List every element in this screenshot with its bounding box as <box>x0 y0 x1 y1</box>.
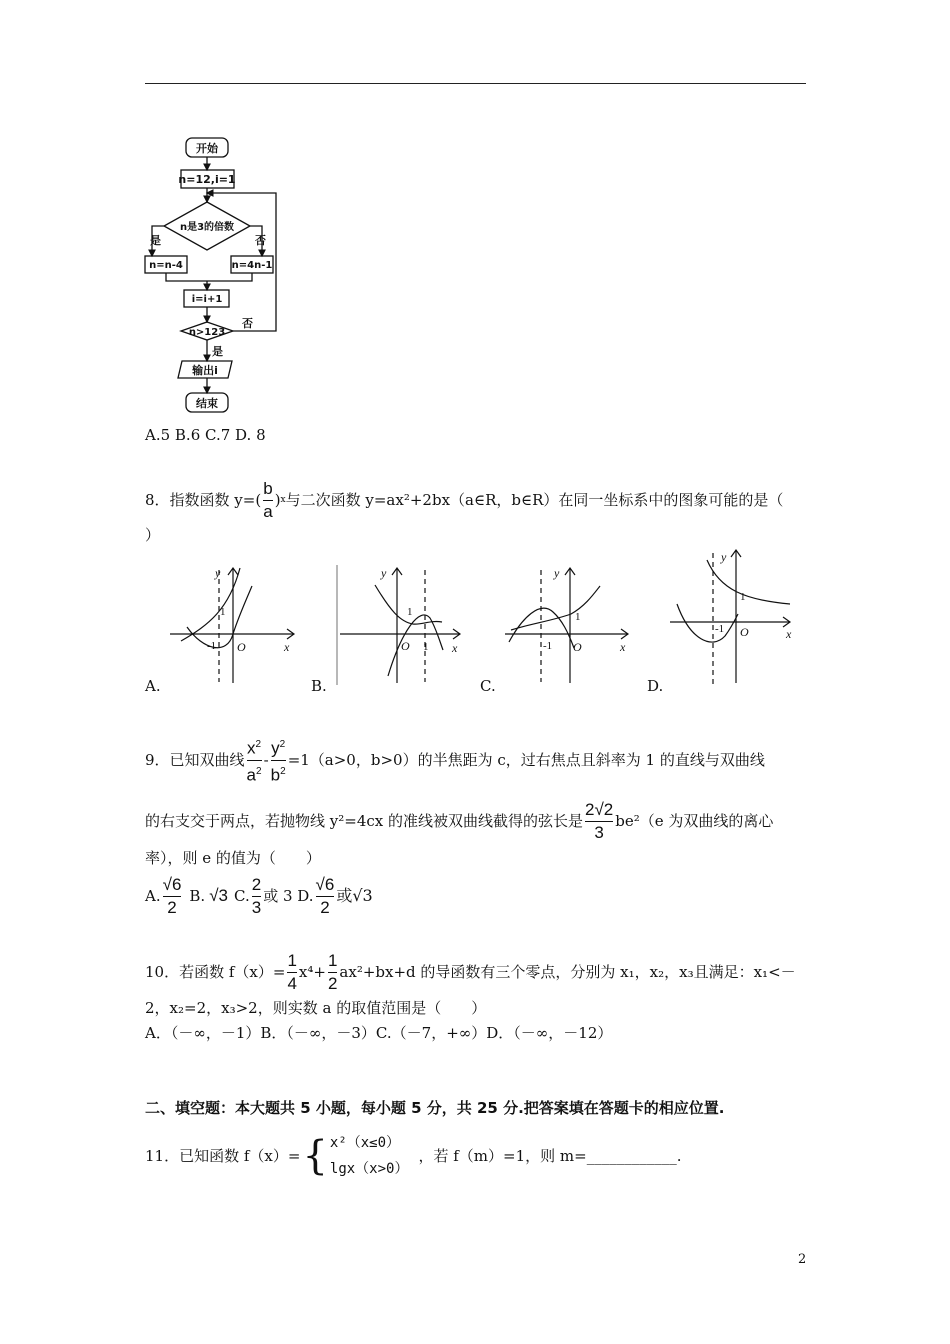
q8-label-c: C. <box>480 677 496 695</box>
graph-b <box>330 560 470 685</box>
q8-line1: 8．指数函数 y=( $\frac{b}{a}$ ) x 与二次函数 y=ax²+2bx（a∈R，b∈R）在同一坐标系中的图象可能的是（ <box>145 478 784 521</box>
q11-cases: x²（x≤0） lgx（x>0） <box>329 1135 409 1177</box>
flow-cond2: n>123 <box>188 327 226 338</box>
svg-text:y: y <box>215 566 221 580</box>
q8-close: ） <box>145 526 161 544</box>
svg-text:1: 1 <box>220 606 226 618</box>
svg-text:1: 1 <box>407 606 413 618</box>
svg-text:x: x <box>786 627 792 641</box>
q7-options: A.5 B.6 C.7 D. 8 <box>145 426 266 444</box>
q11-line: 11．已知函数 f（x）= { x²（x≤0） lgx（x>0） ，若 f（m）=1，则 m= ____________ . <box>145 1127 681 1185</box>
q8-sup: x <box>280 495 286 505</box>
q8-prefix: 8．指数函数 y=( <box>145 491 262 509</box>
svg-text:O: O <box>401 639 410 653</box>
section-2-heading: 二、填空题：本大题共 5 小题，每小题 5 分，共 25 分.把答案填在答题卡的相应位置. <box>145 1099 725 1117</box>
q8-label-b: B. <box>311 677 327 695</box>
flow-cond1: n是3的倍数 <box>179 222 235 233</box>
svg-text:O: O <box>237 640 246 654</box>
q9-line3: 率），则 e 的值为（ ） <box>145 849 321 867</box>
flow-inc: i=i+1 <box>191 294 223 305</box>
svg-text:O: O <box>573 640 582 654</box>
q9-options: A. $\frac{√6}{2}$ B. √3 C. $\frac{2}{3}$ 或 3 D. $\frac{√6}{2}$ 或√3 <box>145 874 373 917</box>
flow-yes2: 是 <box>212 345 223 358</box>
q8-label-a: A. <box>145 677 161 695</box>
q8-label-d: D. <box>647 677 664 695</box>
svg-text:-1: -1 <box>207 640 217 652</box>
flow-output: 输出i <box>192 364 218 377</box>
page-number: 2 <box>798 1252 807 1267</box>
flow-start: 开始 <box>196 142 218 155</box>
flow-left-box: n=n-4 <box>149 260 183 271</box>
q8-fraction: $\frac{b}{a}$ <box>263 478 273 521</box>
q9-line2: 的右支交于两点，若抛物线 y²=4cx 的准线被双曲线截得的弦长是 $\frac{2√2}{3}$ be²（e 为双曲线的离心 <box>145 799 774 842</box>
flow-end: 结束 <box>196 397 218 410</box>
q9-frac-y: $\frac{y^2}{b^2}$ <box>270 738 286 785</box>
q10-options: A．（－∞，－1）B．（－∞，－3）C.（－7，+∞）D．（－∞，－12） <box>145 1024 613 1042</box>
svg-text:-1: -1 <box>543 640 553 652</box>
q9-line1: 9．已知双曲线 $\frac{x^2}{a^2}$ - $\frac{y^2}{b^2}$ =1（a>0，b>0）的半焦距为 c，过右焦点且斜率为 1 的直线与双曲线 <box>145 733 765 787</box>
svg-text:1: 1 <box>740 591 746 603</box>
svg-text:x: x <box>284 640 290 654</box>
svg-text:y: y <box>381 566 387 580</box>
svg-text:1: 1 <box>575 611 581 623</box>
svg-text:-1: -1 <box>715 623 725 635</box>
graph-a <box>165 560 305 685</box>
svg-text:O: O <box>740 625 749 639</box>
svg-text:y: y <box>554 566 560 580</box>
q9-frac-chord: $\frac{2√2}{3}$ <box>585 799 614 842</box>
q10-line1: 10．若函数 f（x）= $\frac{1}{4}$ x⁴+ $\frac{1}{2}$ ax²+bx+d 的导函数有三个零点，分别为 x₁，x₂，x₃且满足：x₁<－ <box>145 950 796 993</box>
q8-rest: 与二次函数 y=ax²+2bx（a∈R，b∈R）在同一坐标系中的图象可能的是（ <box>285 491 784 509</box>
header-rule <box>145 83 806 84</box>
svg-text:x: x <box>620 640 626 654</box>
flow-no1: 否 <box>255 234 266 247</box>
flow-init: n=12,i=1 <box>178 173 236 186</box>
flow-no2: 否 <box>242 317 253 330</box>
q11-brace: { <box>302 1133 328 1179</box>
svg-text:y: y <box>721 550 727 564</box>
flowchart <box>140 133 290 418</box>
graph-c <box>500 560 640 685</box>
q9-frac-x: $\frac{x^2}{a^2}$ <box>246 738 262 785</box>
svg-text:1: 1 <box>423 641 429 653</box>
q11-answer-blank[interactable]: ____________ <box>586 1147 677 1165</box>
flow-yes1: 是 <box>150 234 161 247</box>
flow-right-box: n=4n-1 <box>231 260 273 271</box>
q10-line2: 2，x₂=2，x₃>2，则实数 a 的取值范围是（ ） <box>145 999 487 1017</box>
graph-d <box>665 545 805 685</box>
svg-text:x: x <box>452 641 458 655</box>
